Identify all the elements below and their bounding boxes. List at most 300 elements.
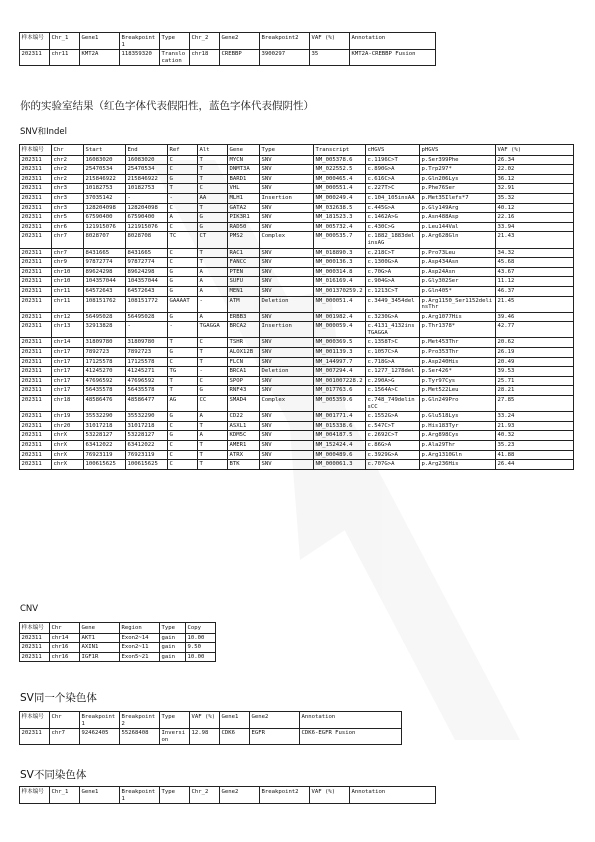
table-cell: c.547C>T — [366, 421, 420, 431]
table-cell: CT — [198, 232, 228, 248]
table-cell: BRCA1 — [228, 367, 260, 377]
table-row — [20, 267, 574, 277]
table-cell: p.Arg628Gln — [420, 232, 496, 248]
table-cell: SNV — [260, 450, 314, 460]
table-cell: p.Gly149Arg — [420, 203, 496, 213]
table-row — [20, 376, 574, 386]
table-cell: FANCC — [228, 258, 260, 268]
table-cell: PMS2 — [228, 232, 260, 248]
table-cell: C — [168, 421, 198, 431]
table-cell: c.3230G>A — [366, 312, 420, 322]
table-cell: SNV — [260, 460, 314, 470]
table-cell: p.Leu144Val — [420, 222, 496, 232]
table-cell: chr19 — [52, 412, 84, 422]
table-cell: 202311 — [20, 652, 50, 662]
table-cell: p.Phe76Ser — [420, 184, 496, 194]
table-cell: NM_001139.3 — [314, 348, 366, 358]
table-cell: T — [168, 184, 198, 194]
column-header: VAF (%) — [496, 145, 574, 156]
column-header: Gene — [80, 623, 120, 634]
table-cell: G — [168, 431, 198, 441]
table-cell: 27.85 — [496, 396, 574, 412]
table-cell: T — [198, 460, 228, 470]
table-cell: 56435578 — [126, 386, 168, 396]
table-cell: chr14 — [50, 633, 80, 643]
table-row — [20, 431, 574, 441]
table-cell: 12.98 — [190, 729, 220, 745]
table-cell: chr2 — [52, 174, 84, 184]
table-cell: c.1882_1883delinsAG — [366, 232, 420, 248]
table-cell: c.748_749delinsCC — [366, 396, 420, 412]
table-cell: 215846922 — [84, 174, 126, 184]
table-cell: Exon5~21 — [120, 652, 160, 662]
table-cell: c.707G>A — [366, 460, 420, 470]
table-cell: 202311 — [20, 450, 52, 460]
table-cell: NM_005378.6 — [314, 155, 366, 165]
table-row — [20, 286, 574, 296]
table-cell: chr20 — [52, 421, 84, 431]
table-cell: G — [168, 312, 198, 322]
table-cell: 104357044 — [84, 277, 126, 287]
table-cell: 118359320 — [120, 50, 160, 66]
sv-same-section-title: SV同一个染色体 — [20, 692, 97, 704]
table-cell: 7892723 — [84, 348, 126, 358]
table-cell: c.3929G>A — [366, 450, 420, 460]
table-cell: 202311 — [20, 203, 52, 213]
table-cell: SNV — [260, 213, 314, 223]
sv-same-chromosome-table — [19, 711, 402, 745]
table-row — [20, 357, 574, 367]
column-header: Type — [160, 623, 186, 634]
table-cell: A — [168, 213, 198, 223]
table-row — [20, 312, 574, 322]
table-cell: c.1277_1278del — [366, 367, 420, 377]
table-cell: NM_017763.6 — [314, 386, 366, 396]
table-cell: VHL — [228, 184, 260, 194]
table-cell: c.104_105insAA — [366, 193, 420, 203]
table-cell: NM_000314.8 — [314, 267, 366, 277]
column-header: Breakpoint2 — [120, 712, 160, 729]
table-cell: CREBBP — [220, 50, 260, 66]
table-cell: 104357044 — [126, 277, 168, 287]
table-row — [20, 184, 574, 194]
table-cell: C — [168, 441, 198, 451]
column-header: Chr_2 — [190, 33, 220, 50]
table-cell: NM_004187.5 — [314, 431, 366, 441]
table-cell: NM_015338.6 — [314, 421, 366, 431]
table-cell: A — [198, 267, 228, 277]
table-cell: p.Met522Leu — [420, 386, 496, 396]
table-cell: 34.32 — [496, 248, 574, 258]
table-cell: 202311 — [20, 232, 52, 248]
table-cell: - — [168, 322, 198, 338]
table-cell: 202311 — [20, 286, 52, 296]
table-cell: SNV — [260, 441, 314, 451]
column-header: Chr — [52, 145, 84, 156]
table-cell: c.290A>G — [366, 376, 420, 386]
table-row — [20, 203, 574, 213]
table-cell: BARD1 — [228, 174, 260, 184]
column-header: 样本编号 — [20, 33, 50, 50]
column-header: 样本编号 — [20, 623, 50, 634]
table-cell: gain — [160, 633, 186, 643]
table-cell: chr7 — [50, 729, 80, 745]
table-cell: Insertion — [260, 193, 314, 203]
table-cell: chr17 — [52, 367, 84, 377]
table-cell: NM_181523.3 — [314, 213, 366, 223]
table-cell: 31809780 — [84, 338, 126, 348]
table-cell: Deletion — [260, 296, 314, 312]
table-row — [20, 155, 574, 165]
table-row — [20, 460, 574, 470]
table-cell: c.3449_3454del — [366, 296, 420, 312]
table-cell: 8028707 — [84, 232, 126, 248]
table-cell: 63412022 — [126, 441, 168, 451]
table-cell: chrX — [52, 441, 84, 451]
table-cell: 202311 — [20, 312, 52, 322]
table-cell: NM_005732.4 — [314, 222, 366, 232]
table-row — [20, 412, 574, 422]
table-cell: 202311 — [20, 193, 52, 203]
table-cell: T — [198, 421, 228, 431]
table-cell: chr7 — [52, 248, 84, 258]
table-cell: 20.62 — [496, 338, 574, 348]
table-row — [20, 386, 574, 396]
column-header: 样本编号 — [20, 145, 52, 156]
table-cell: A — [198, 286, 228, 296]
table-cell: c.616C>A — [366, 174, 420, 184]
table-cell: Insertion — [260, 322, 314, 338]
table-cell: p.His183Tyr — [420, 421, 496, 431]
column-header: Gene1 — [80, 33, 120, 50]
table-cell: 17125578 — [126, 357, 168, 367]
table-cell: T — [198, 174, 228, 184]
table-cell: 16083020 — [84, 155, 126, 165]
table-cell: c.227T>C — [366, 184, 420, 194]
table-cell: ALOX12B — [228, 348, 260, 358]
top-fusion-table — [19, 32, 436, 66]
table-cell: chr18 — [52, 396, 84, 412]
table-cell: PTEN — [228, 267, 260, 277]
column-header: Breakpoint1 — [120, 787, 160, 804]
table-cell: 35 — [310, 50, 350, 66]
table-cell: 10182753 — [126, 184, 168, 194]
table-cell: GAAAAT — [168, 296, 198, 312]
table-cell: 202311 — [20, 729, 50, 745]
table-row — [20, 367, 574, 377]
table-cell: 202311 — [20, 50, 50, 66]
table-cell: T — [198, 258, 228, 268]
table-cell: CD22 — [228, 412, 260, 422]
table-cell: p.Asp434Asn — [420, 258, 496, 268]
cnv-section-title: CNV — [20, 604, 39, 614]
table-cell: SNV — [260, 431, 314, 441]
column-header: Type — [160, 33, 190, 50]
table-cell: chr3 — [52, 184, 84, 194]
sv-different-chromosome-table — [19, 786, 436, 804]
column-header: 样本编号 — [20, 787, 50, 804]
table-cell: NM_005359.6 — [314, 396, 366, 412]
table-cell: KMT2A-CREBBP Fusion — [350, 50, 436, 66]
table-cell: NM_001370259.2 — [314, 286, 366, 296]
column-header: 样本编号 — [20, 712, 50, 729]
table-row — [20, 296, 574, 312]
table-row — [20, 277, 574, 287]
table-row — [20, 643, 216, 653]
table-cell: NM_152424.4 — [314, 441, 366, 451]
table-cell: NM_000535.7 — [314, 232, 366, 248]
table-cell: 9.50 — [186, 643, 216, 653]
table-cell: 64572643 — [84, 286, 126, 296]
sv-diff-section-title: SV不同染色体 — [20, 769, 87, 781]
table-cell: KDM5C — [228, 431, 260, 441]
table-row — [20, 396, 574, 412]
table-cell: 16083020 — [126, 155, 168, 165]
table-cell: 202311 — [20, 267, 52, 277]
table-cell: 25470534 — [84, 165, 126, 175]
column-header: Chr_1 — [50, 787, 80, 804]
table-cell: T — [168, 376, 198, 386]
table-cell: CDK6 — [220, 729, 250, 745]
table-cell: 25470534 — [126, 165, 168, 175]
table-cell: p.Asp24Asn — [420, 267, 496, 277]
table-cell: 26.19 — [496, 348, 574, 358]
table-cell: 33.24 — [496, 412, 574, 422]
table-cell: chr2 — [52, 165, 84, 175]
table-cell: c.445G>A — [366, 203, 420, 213]
table-cell: p.Ser426* — [420, 367, 496, 377]
column-header: Ref — [168, 145, 198, 156]
table-cell: AMER1 — [228, 441, 260, 451]
column-header: VAF (%) — [310, 33, 350, 50]
table-row — [20, 322, 574, 338]
table-cell: 53228127 — [84, 431, 126, 441]
table-cell: 202311 — [20, 441, 52, 451]
table-row — [20, 729, 402, 745]
table-header-row — [20, 145, 574, 156]
table-cell: 46.37 — [496, 286, 574, 296]
table-cell: GATA2 — [228, 203, 260, 213]
table-cell: 202311 — [20, 412, 52, 422]
table-cell: p.Thr1378* — [420, 322, 496, 338]
table-header-row — [20, 712, 402, 729]
table-cell: c.1213C>T — [366, 286, 420, 296]
table-cell: CC — [198, 396, 228, 412]
table-cell: T — [198, 165, 228, 175]
table-cell: 202311 — [20, 367, 52, 377]
table-cell: A — [198, 431, 228, 441]
table-row — [20, 222, 574, 232]
table-cell: C — [168, 357, 198, 367]
column-header: Gene2 — [250, 712, 300, 729]
table-cell: C — [198, 184, 228, 194]
table-cell: 97872774 — [126, 258, 168, 268]
table-cell: 202311 — [20, 396, 52, 412]
table-row — [20, 450, 574, 460]
table-cell: MYCN — [228, 155, 260, 165]
table-cell: NM_022552.5 — [314, 165, 366, 175]
table-cell: chrX — [52, 450, 84, 460]
table-cell: chr16 — [50, 652, 80, 662]
table-cell: RAD50 — [228, 222, 260, 232]
table-cell: 47696592 — [84, 376, 126, 386]
column-header: End — [126, 145, 168, 156]
table-cell: c.1300G>A — [366, 258, 420, 268]
table-cell: SNV — [260, 277, 314, 287]
cnv-table — [19, 622, 216, 662]
table-cell: 55268408 — [120, 729, 160, 745]
table-cell: SNV — [260, 338, 314, 348]
table-cell: NM_000249.4 — [314, 193, 366, 203]
table-cell: c.1462A>G — [366, 213, 420, 223]
table-cell: 37035142 — [84, 193, 126, 203]
snv-section-title: SNV和Indel — [20, 127, 67, 137]
column-header: Annotation — [350, 787, 436, 804]
table-cell: 41.88 — [496, 450, 574, 460]
table-cell: 64572643 — [126, 286, 168, 296]
table-cell: NM_016169.4 — [314, 277, 366, 287]
column-header: Alt — [198, 145, 228, 156]
table-cell: C — [168, 450, 198, 460]
table-cell: chr10 — [52, 267, 84, 277]
column-header: VAF (%) — [310, 787, 350, 804]
table-cell: 41245270 — [84, 367, 126, 377]
column-header: cHGVS — [366, 145, 420, 156]
table-cell: ASXL1 — [228, 421, 260, 431]
table-cell: T — [198, 155, 228, 165]
table-cell: - — [198, 367, 228, 377]
table-cell: 202311 — [20, 376, 52, 386]
table-cell: c.1564A>C — [366, 386, 420, 396]
table-cell: c.70G>A — [366, 267, 420, 277]
table-cell: SNV — [260, 203, 314, 213]
table-cell: p.Gly302Ser — [420, 277, 496, 287]
column-header: Gene1 — [80, 787, 120, 804]
snv-indel-table — [19, 144, 574, 470]
table-cell: p.Trp297* — [420, 165, 496, 175]
table-cell: NM_000051.4 — [314, 296, 366, 312]
table-cell: p.Asn488Asp — [420, 213, 496, 223]
table-cell: 202311 — [20, 357, 52, 367]
table-cell: NM_000136.3 — [314, 258, 366, 268]
table-cell: 202311 — [20, 633, 50, 643]
column-header: Chr_2 — [190, 787, 220, 804]
table-header-row — [20, 787, 436, 804]
table-cell: G — [168, 174, 198, 184]
column-header: Transcript — [314, 145, 366, 156]
column-header: Breakpoint2 — [260, 787, 310, 804]
column-header: Breakpoint1 — [80, 712, 120, 729]
table-cell: EGFR — [250, 729, 300, 745]
table-cell: 35.23 — [496, 441, 574, 451]
table-cell: Translocation — [160, 50, 190, 66]
table-cell: RAC1 — [228, 248, 260, 258]
table-cell: SMAD4 — [228, 396, 260, 412]
table-cell: G — [168, 277, 198, 287]
table-cell: 31017218 — [126, 421, 168, 431]
table-cell: C — [168, 248, 198, 258]
table-cell: p.Arg1310Gln — [420, 450, 496, 460]
table-cell: 215846922 — [126, 174, 168, 184]
table-cell: NM_000369.5 — [314, 338, 366, 348]
table-cell: NM_000061.3 — [314, 460, 366, 470]
table-cell: 35532290 — [84, 412, 126, 422]
column-header: Breakpoint1 — [120, 33, 160, 50]
table-row — [20, 248, 574, 258]
table-cell: chr10 — [52, 277, 84, 287]
table-cell: NM_007294.4 — [314, 367, 366, 377]
table-cell: 67590400 — [84, 213, 126, 223]
table-cell: 17125578 — [84, 357, 126, 367]
table-cell: KMT2A — [80, 50, 120, 66]
table-cell: chr16 — [50, 643, 80, 653]
table-cell: G — [198, 222, 228, 232]
table-cell: p.Gln206Lys — [420, 174, 496, 184]
table-cell: NM_000465.4 — [314, 174, 366, 184]
table-cell: 202311 — [20, 222, 52, 232]
column-header: Type — [160, 787, 190, 804]
table-cell: T — [198, 357, 228, 367]
table-cell: 39.53 — [496, 367, 574, 377]
table-cell: 36.12 — [496, 174, 574, 184]
table-cell: A — [198, 312, 228, 322]
table-cell: 8431665 — [126, 248, 168, 258]
table-cell: G — [168, 348, 198, 358]
table-row — [20, 213, 574, 223]
table-cell: Exon2~14 — [120, 633, 160, 643]
table-cell: p.Pro353Thr — [420, 348, 496, 358]
table-cell: G — [198, 213, 228, 223]
table-cell: ATRX — [228, 450, 260, 460]
table-row — [20, 174, 574, 184]
table-cell: 202311 — [20, 213, 52, 223]
table-cell: 42.77 — [496, 322, 574, 338]
table-cell: IGF1R — [80, 652, 120, 662]
table-cell: 128204098 — [126, 203, 168, 213]
table-cell: gain — [160, 643, 186, 653]
table-cell: SNV — [260, 412, 314, 422]
table-cell: A — [198, 412, 228, 422]
table-cell: chr7 — [52, 232, 84, 248]
table-cell: chr11 — [52, 286, 84, 296]
table-cell: T — [198, 450, 228, 460]
table-cell: p.Glu518Lys — [420, 412, 496, 422]
table-cell: C — [168, 258, 198, 268]
table-cell: TG — [168, 367, 198, 377]
table-cell: T — [198, 248, 228, 258]
table-cell: 43.67 — [496, 267, 574, 277]
table-cell: 128204098 — [84, 203, 126, 213]
column-header: Annotation — [350, 33, 436, 50]
table-cell: 33.94 — [496, 222, 574, 232]
table-cell: 63412022 — [84, 441, 126, 451]
table-cell: SNV — [260, 376, 314, 386]
table-row — [20, 50, 436, 66]
table-cell: 76923119 — [84, 450, 126, 460]
table-cell: 202311 — [20, 338, 52, 348]
table-cell: 11.12 — [496, 277, 574, 287]
table-cell: p.Arg898Cys — [420, 431, 496, 441]
table-cell: Inversion — [160, 729, 190, 745]
table-cell: AA — [198, 193, 228, 203]
table-cell: 92462405 — [80, 729, 120, 745]
table-cell: 47696592 — [126, 376, 168, 386]
table-cell: 10182753 — [84, 184, 126, 194]
table-cell: NM_001982.4 — [314, 312, 366, 322]
table-header-row — [20, 623, 216, 634]
table-cell: chr9 — [52, 258, 84, 268]
table-cell: 97872774 — [84, 258, 126, 268]
